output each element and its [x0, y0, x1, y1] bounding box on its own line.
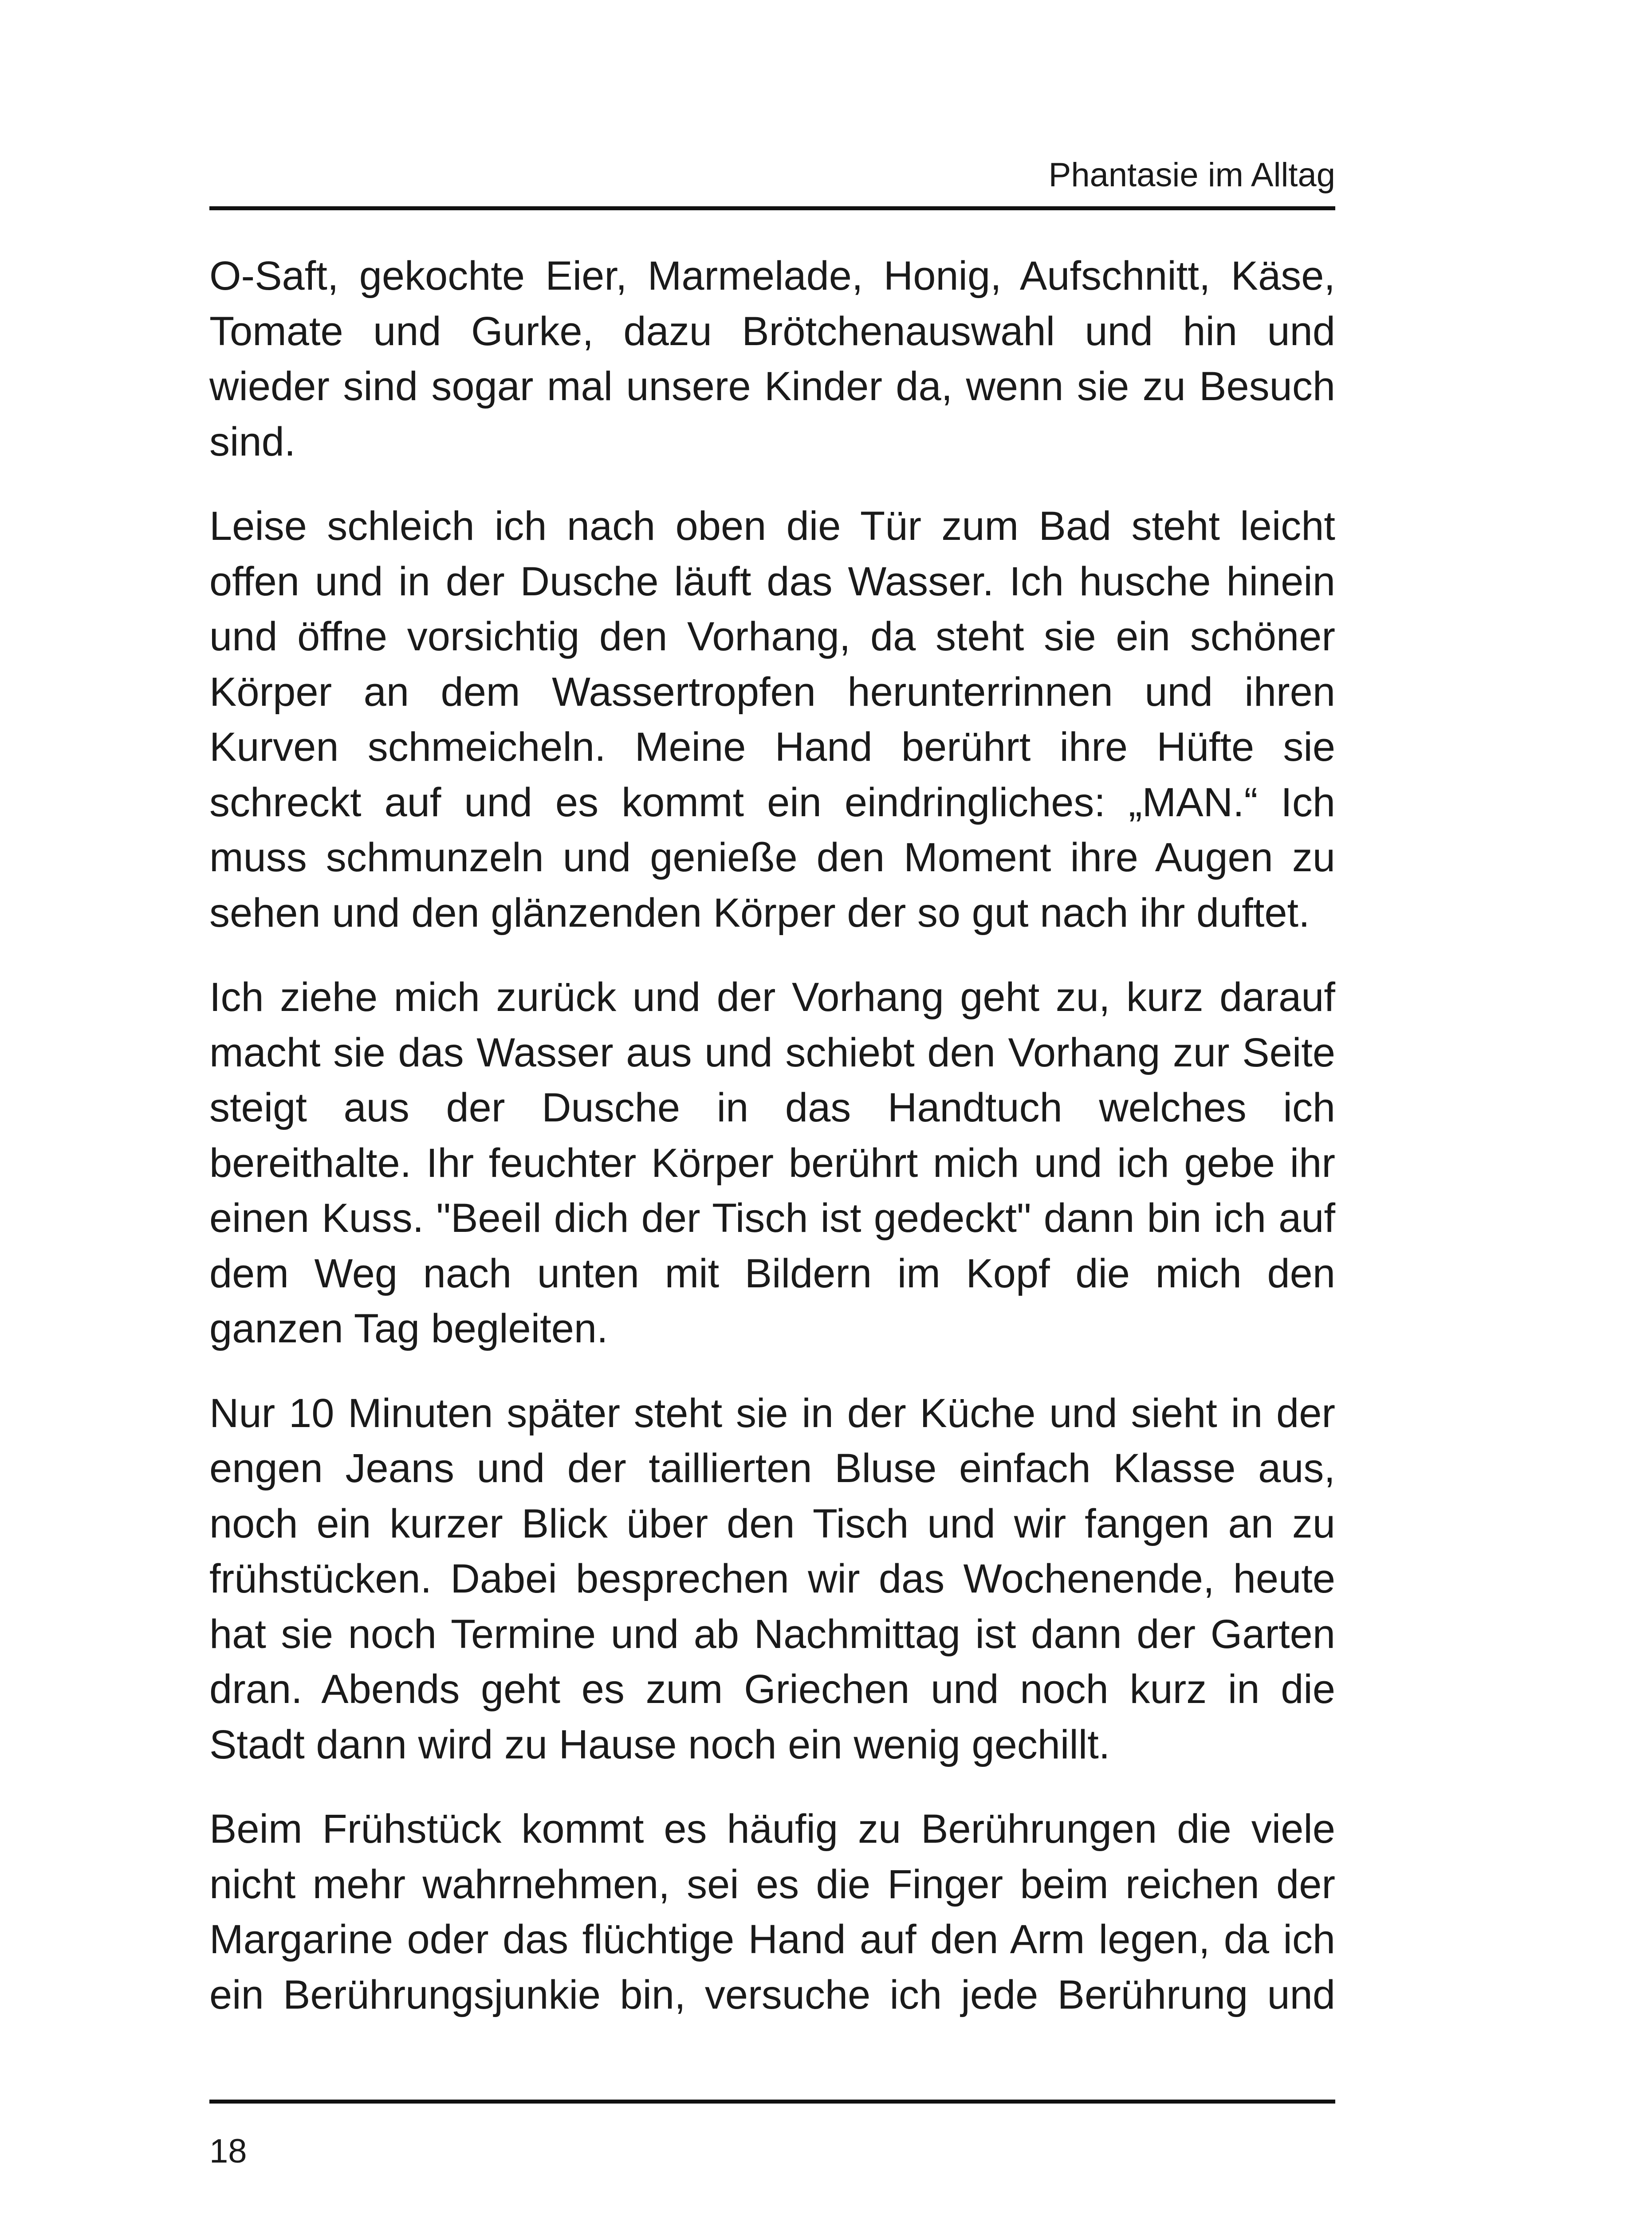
- paragraph: Nur 10 Minuten später steht sie in der Küche und sieht in der engen Jeans und der taillierten Bluse einfach Klasse aus, noch ein kurzer Blick über den Tisch und wir fangen an zu frühstücken. Dabei besprechen wir das Wochenende, heute hat sie noch Termine und ab Nachmittag ist dann der Garten dran. Abends geht es zum Griechen und noch kurz in die Stadt dann wird zu Hause noch ein wenig gechillt.: [209, 1390, 1335, 1767]
- header-rule: [209, 206, 1335, 210]
- running-header-title: Phantasie im Alltag: [1048, 156, 1335, 194]
- page-number: 18: [209, 2132, 247, 2170]
- body-text: [209, 248, 1335, 2052]
- paragraph-continued: Beim Frühstück kommt es häufig zu Berührungen die viele nicht mehr wahrnehmen, sei es die Finger beim reichen der Margarine oder das flüchtige Hand auf den Arm legen, da ich ein Berührungsjunkie bin, versuche ich jede Berührung und: [209, 1806, 1335, 2017]
- paragraph: Ich ziehe mich zurück und der Vorhang geht zu, kurz darauf macht sie das Wasser aus und schiebt den Vorhang zur Seite steigt aus der Dusche in das Handtuch welches ich bereithalte. Ihr feuchter Körper berührt mich und ich gebe ihr einen Kuss. "Beeil dich der Tisch ist gedeckt" dann bin ich auf dem Weg nach unten mit Bildern im Kopf die mich den ganzen Tag begleiten.: [209, 975, 1335, 1351]
- footer-rule: [209, 2100, 1335, 2104]
- paragraph: O-Saft, gekochte Eier, Marmelade, Honig, Aufschnitt, Käse, Tomate und Gurke, dazu Brötchenauswahl und hin und wieder sind sogar mal unsere Kinder da, wenn sie zu Besuch sind.: [209, 253, 1335, 464]
- paragraph: Leise schleich ich nach oben die Tür zum Bad steht leicht offen und in der Dusche läuft das Wasser. Ich husche hinein und öffne vorsichtig den Vorhang, da steht sie ein schöner Körper an dem Wassertropfen herunterrinnen und ihren Kurven schmeicheln. Meine Hand berührt ihre Hüfte sie schreckt auf und es kommt ein eindringliches: „MAN.“ Ich muss schmunzeln und genieße den Moment ihre Augen zu sehen und den glänzenden Körper der so gut nach ihr duftet.: [209, 503, 1335, 936]
